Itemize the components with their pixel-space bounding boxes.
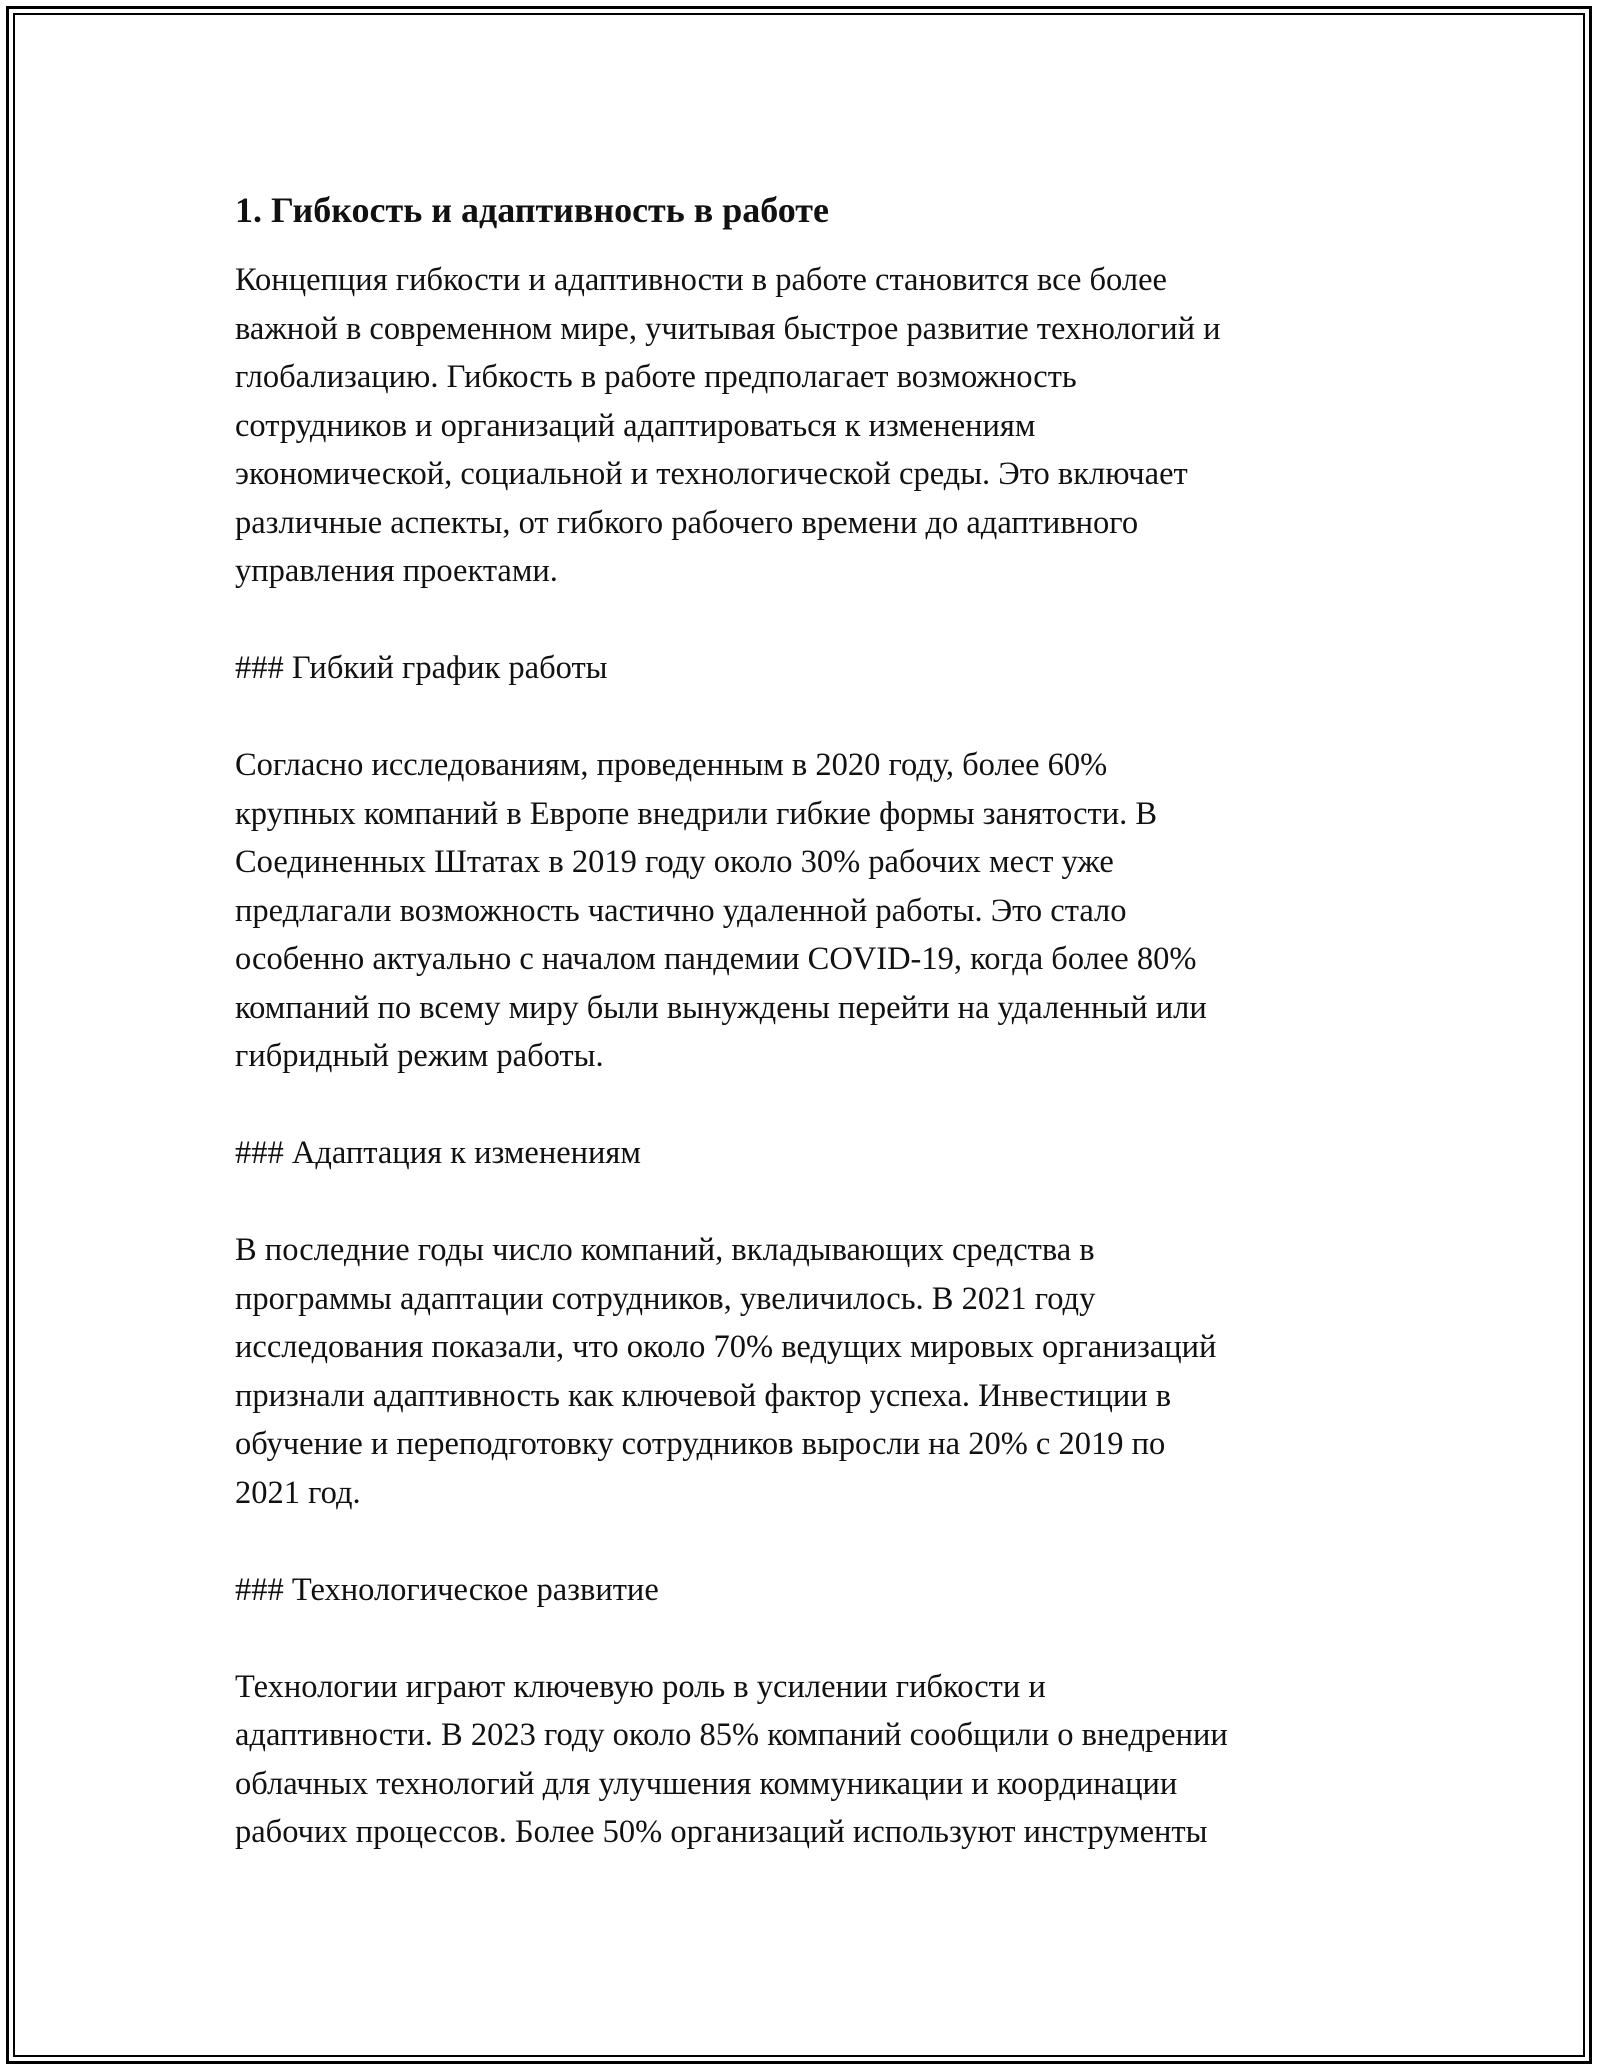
- page-title: 1. Гибкость и адаптивность в работе: [235, 190, 829, 230]
- section-heading-adaptation: ### Адаптация к изменениям: [235, 1135, 641, 1171]
- section-paragraph-flexible-schedule: Согласно исследованиям, проведенным в 2020 году, более 60% крупных компаний в Европе внедрили гибкие формы занятости. В Соединенных Штатах в 2019 году около 30% рабочих мест уже предлагали возможность частично удаленной работы. Это стало особенно актуально с началом пандемии COVID-19, когда более 80% компаний по всему миру были вынуждены перейти на удаленный или гибридный режим работы.: [235, 747, 1207, 1074]
- section-heading-technology: ### Технологическое развитие: [235, 1571, 659, 1608]
- intro-paragraph: Концепция гибкости и адаптивности в работе становится все более важной в современном мире, учитывая быстрое развитие технологий и глобализацию. Гибкость в работе предполагает возможность сотрудников и организаций адаптироваться к изменениям экономической, социальной и технологической среды. Это включает различные аспекты, от гибкого рабочего времени до адаптивного управления проектами.: [235, 262, 1221, 589]
- section-paragraph-technology: Технологии играют ключевую роль в усилении гибкости и адаптивности. В 2023 году около 85% компаний сообщили о внедрении облачных технологий для улучшения коммуникации и координации рабочих процессов. Более 50% организаций используют инструменты: [235, 1668, 1228, 1850]
- section-paragraph-adaptation: В последние годы число компаний, вкладывающих средства в программы адаптации сотрудников, увеличилось. В 2021 году исследования показали, что около 70% ведущих мировых организаций признали адаптивность как ключевой фактор успеха. Инвестиции в обучение и переподготовку сотрудников выросли на 20% с 2019 по 2021 год.: [235, 1232, 1217, 1511]
- document-body: [235, 186, 1385, 1857]
- section-heading-flexible-schedule: ### Гибкий график работы: [235, 650, 608, 686]
